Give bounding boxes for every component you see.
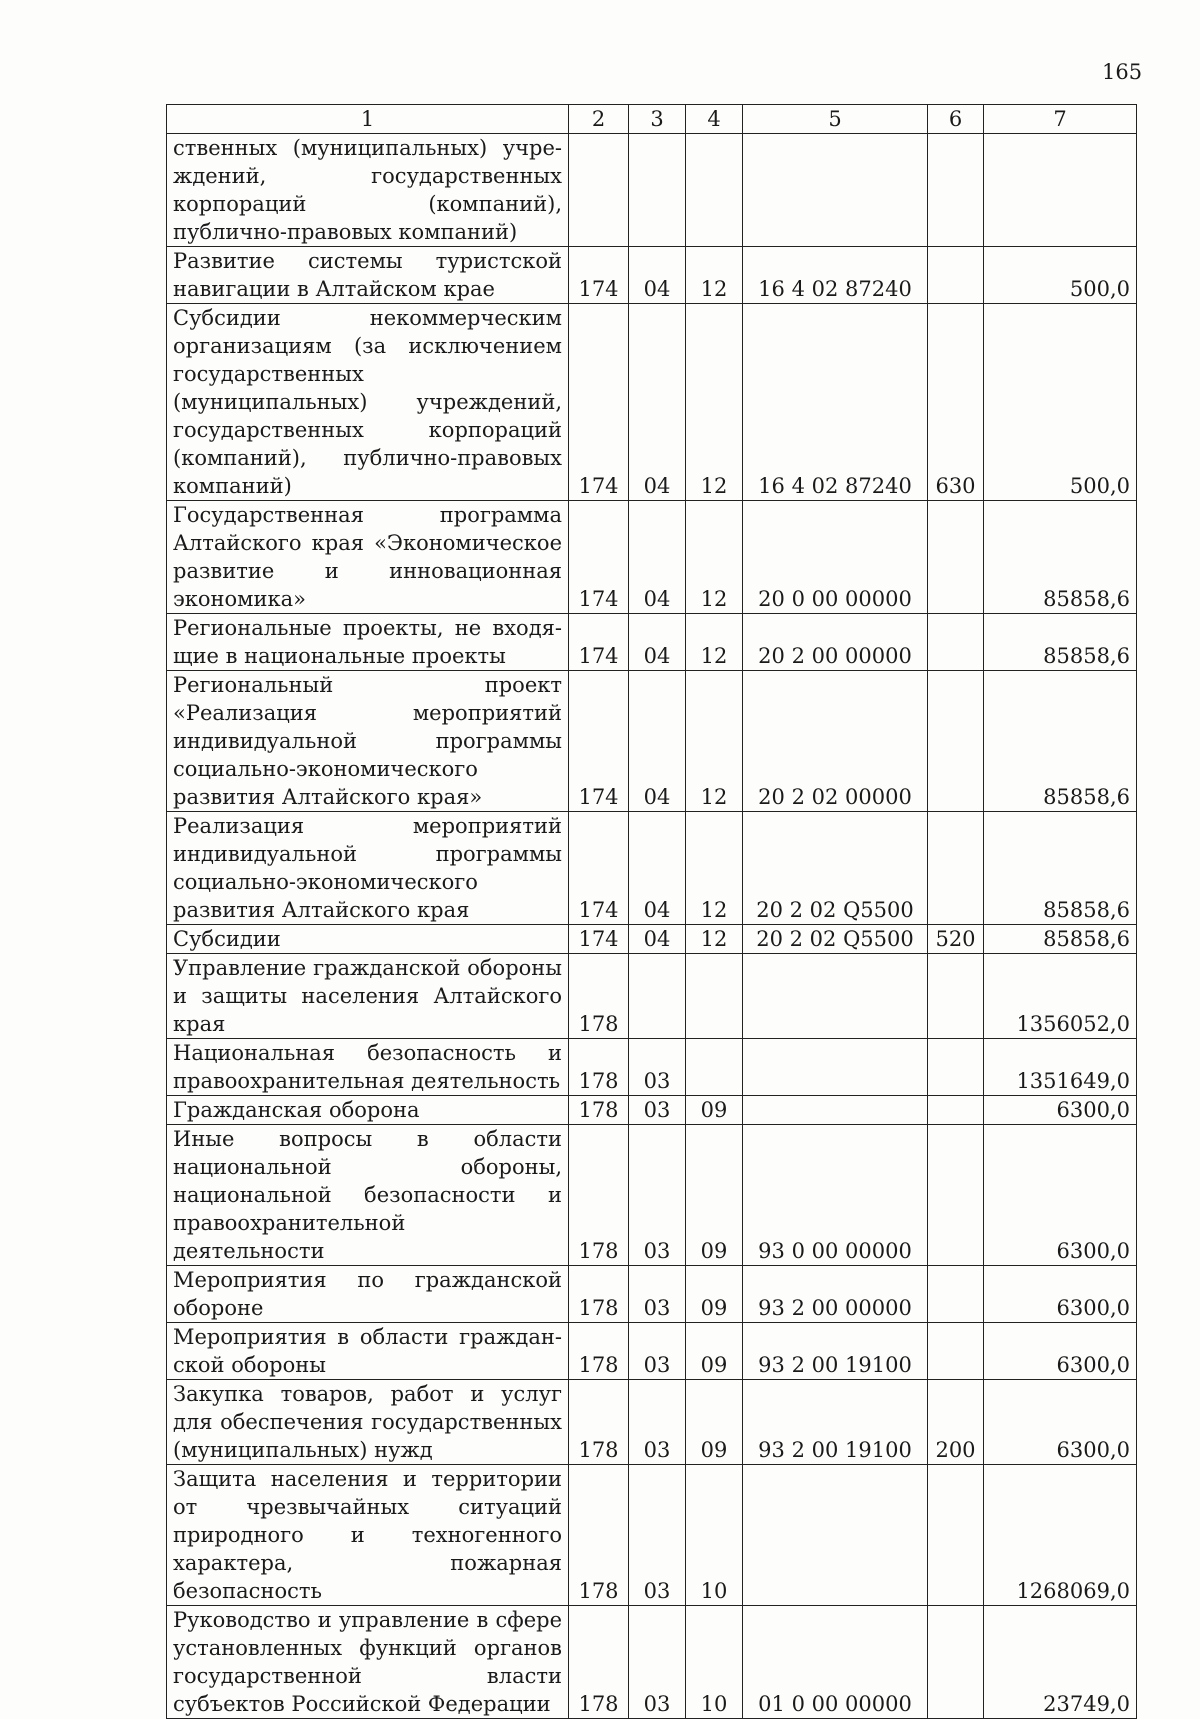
amount-cell: 500,0: [984, 247, 1137, 304]
expense-type-code-cell: 630: [928, 304, 984, 501]
expense-type-code-cell: [928, 1096, 984, 1125]
item-name-cell: Государственная программа Алтайского края «Экономическое развитие и инновационная экономика»: [167, 501, 569, 614]
amount-cell: 85858,6: [984, 501, 1137, 614]
item-name-cell: Защита населения и территории от чрезвычайных ситуаций природного и техногенного характера, пожарная безопасность: [167, 1465, 569, 1606]
expense-type-code-cell: [928, 134, 984, 247]
expense-type-code-cell: [928, 1266, 984, 1323]
amount-cell: [984, 134, 1137, 247]
target-article-code-cell: 20 2 02 Q5500: [743, 812, 928, 925]
table-row: [167, 247, 1137, 304]
table-row: [167, 501, 1137, 614]
subsection-code-cell: 09: [686, 1125, 743, 1266]
amount-cell: 6300,0: [984, 1125, 1137, 1266]
subsection-code-cell: 12: [686, 812, 743, 925]
section-code-cell: 04: [629, 304, 686, 501]
ministry-code-cell: [569, 134, 629, 247]
table-row: [167, 1125, 1137, 1266]
amount-cell: 6300,0: [984, 1266, 1137, 1323]
ministry-code-cell: 178: [569, 1465, 629, 1606]
amount-cell: 6300,0: [984, 1096, 1137, 1125]
table-row: [167, 812, 1137, 925]
subsection-code-cell: 10: [686, 1465, 743, 1606]
section-code-cell: 03: [629, 1266, 686, 1323]
item-name-cell: Региональный проект «Реализация мероприятий индивидуальной программы социально-экономического развития Алтайского края»: [167, 671, 569, 812]
ministry-code-cell: 174: [569, 247, 629, 304]
amount-cell: 23749,0: [984, 1606, 1137, 1719]
subsection-code-cell: 12: [686, 671, 743, 812]
section-code-cell: 03: [629, 1039, 686, 1096]
table-row: [167, 1465, 1137, 1606]
table-row: [167, 1380, 1137, 1465]
item-name-cell: Реализация мероприятий индивидуальной программы социально-экономического развития Алтайского края: [167, 812, 569, 925]
subsection-code-cell: [686, 954, 743, 1039]
section-code-cell: 03: [629, 1380, 686, 1465]
expense-type-code-cell: [928, 501, 984, 614]
section-code-cell: 03: [629, 1125, 686, 1266]
expense-type-code-cell: 200: [928, 1380, 984, 1465]
item-name-cell: Управление гражданской обороны и защиты населения Алтайского края: [167, 954, 569, 1039]
amount-cell: 1356052,0: [984, 954, 1137, 1039]
item-name-cell: ственных (муниципальных) учреждений, государственных корпораций (компаний), публично-правовых компаний): [167, 134, 569, 247]
table-row: [167, 1266, 1137, 1323]
item-name-cell: Региональные проекты, не входящие в национальные проекты: [167, 614, 569, 671]
target-article-code-cell: 93 2 00 00000: [743, 1266, 928, 1323]
expense-type-code-cell: [928, 954, 984, 1039]
target-article-code-cell: 93 2 00 19100: [743, 1380, 928, 1465]
expense-type-code-cell: [928, 1465, 984, 1606]
target-article-code-cell: 20 2 02 00000: [743, 671, 928, 812]
subsection-code-cell: [686, 1039, 743, 1096]
subsection-code-cell: 12: [686, 614, 743, 671]
target-article-code-cell: 01 0 00 00000: [743, 1606, 928, 1719]
section-code-cell: 04: [629, 925, 686, 954]
target-article-code-cell: 20 2 00 00000: [743, 614, 928, 671]
budget-table: [166, 104, 1137, 1719]
ministry-code-cell: 178: [569, 1380, 629, 1465]
item-name-cell: Мероприятия в области гражданской обороны: [167, 1323, 569, 1380]
item-name-cell: Руководство и управление в сфере установленных функций органов государственной власти субъектов Российской Федерации: [167, 1606, 569, 1719]
ministry-code-cell: 178: [569, 1606, 629, 1719]
item-name-cell: Субсидии некоммерческим организациям (за исключением государственных (муниципальных) учреждений, государственных корпораций (компаний), публично-правовых компаний): [167, 304, 569, 501]
header-cell: 1: [167, 105, 569, 134]
ministry-code-cell: 178: [569, 1125, 629, 1266]
target-article-code-cell: 93 2 00 19100: [743, 1323, 928, 1380]
table-row: [167, 134, 1137, 247]
target-article-code-cell: [743, 954, 928, 1039]
page-number: 165: [1102, 60, 1143, 84]
section-code-cell: 04: [629, 501, 686, 614]
target-article-code-cell: [743, 134, 928, 247]
header-cell: 4: [686, 105, 743, 134]
table-row: [167, 304, 1137, 501]
ministry-code-cell: 174: [569, 925, 629, 954]
section-code-cell: 04: [629, 614, 686, 671]
header-cell: 7: [984, 105, 1137, 134]
header-cell: 6: [928, 105, 984, 134]
section-code-cell: 04: [629, 671, 686, 812]
target-article-code-cell: 93 0 00 00000: [743, 1125, 928, 1266]
subsection-code-cell: 12: [686, 501, 743, 614]
target-article-code-cell: [743, 1096, 928, 1125]
amount-cell: 1268069,0: [984, 1465, 1137, 1606]
amount-cell: 1351649,0: [984, 1039, 1137, 1096]
header-row: [167, 105, 1137, 134]
ministry-code-cell: 178: [569, 1039, 629, 1096]
subsection-code-cell: 09: [686, 1266, 743, 1323]
table-row: [167, 614, 1137, 671]
ministry-code-cell: 178: [569, 954, 629, 1039]
ministry-code-cell: 174: [569, 812, 629, 925]
target-article-code-cell: [743, 1039, 928, 1096]
ministry-code-cell: 174: [569, 501, 629, 614]
subsection-code-cell: 10: [686, 1606, 743, 1719]
section-code-cell: 03: [629, 1606, 686, 1719]
expense-type-code-cell: [928, 1323, 984, 1380]
item-name-cell: Национальная безопасность и правоохранительная деятельность: [167, 1039, 569, 1096]
table-row: [167, 954, 1137, 1039]
amount-cell: 6300,0: [984, 1323, 1137, 1380]
subsection-code-cell: 09: [686, 1323, 743, 1380]
header-cell: 2: [569, 105, 629, 134]
table-row: [167, 1323, 1137, 1380]
ministry-code-cell: 174: [569, 671, 629, 812]
expense-type-code-cell: [928, 1125, 984, 1266]
item-name-cell: Мероприятия по гражданской обороне: [167, 1266, 569, 1323]
section-code-cell: 03: [629, 1465, 686, 1606]
ministry-code-cell: 178: [569, 1266, 629, 1323]
amount-cell: 85858,6: [984, 671, 1137, 812]
item-name-cell: Субсидии: [167, 925, 569, 954]
subsection-code-cell: 09: [686, 1096, 743, 1125]
section-code-cell: 04: [629, 812, 686, 925]
subsection-code-cell: [686, 134, 743, 247]
amount-cell: 85858,6: [984, 812, 1137, 925]
item-name-cell: Развитие системы туристской навигации в Алтайском крае: [167, 247, 569, 304]
header-cell: 3: [629, 105, 686, 134]
target-article-code-cell: 20 2 02 Q5500: [743, 925, 928, 954]
target-article-code-cell: [743, 1465, 928, 1606]
section-code-cell: 03: [629, 1096, 686, 1125]
expense-type-code-cell: [928, 1039, 984, 1096]
table-row: [167, 1096, 1137, 1125]
amount-cell: 6300,0: [984, 1380, 1137, 1465]
expense-type-code-cell: [928, 812, 984, 925]
expense-type-code-cell: [928, 614, 984, 671]
subsection-code-cell: 09: [686, 1380, 743, 1465]
target-article-code-cell: 20 0 00 00000: [743, 501, 928, 614]
table-row: [167, 1039, 1137, 1096]
item-name-cell: Иные вопросы в области национальной обороны, национальной безопасности и правоохранительной деятельности: [167, 1125, 569, 1266]
subsection-code-cell: 12: [686, 247, 743, 304]
table-row: [167, 925, 1137, 954]
item-name-cell: Закупка товаров, работ и услуг для обеспечения государственных (муниципальных) нужд: [167, 1380, 569, 1465]
ministry-code-cell: 174: [569, 304, 629, 501]
expense-type-code-cell: [928, 671, 984, 812]
subsection-code-cell: 12: [686, 925, 743, 954]
section-code-cell: [629, 954, 686, 1039]
target-article-code-cell: 16 4 02 87240: [743, 304, 928, 501]
table-row: [167, 671, 1137, 812]
ministry-code-cell: 178: [569, 1323, 629, 1380]
header-cell: 5: [743, 105, 928, 134]
expense-type-code-cell: 520: [928, 925, 984, 954]
target-article-code-cell: 16 4 02 87240: [743, 247, 928, 304]
expense-type-code-cell: [928, 1606, 984, 1719]
subsection-code-cell: 12: [686, 304, 743, 501]
amount-cell: 85858,6: [984, 925, 1137, 954]
ministry-code-cell: 174: [569, 614, 629, 671]
section-code-cell: [629, 134, 686, 247]
amount-cell: 500,0: [984, 304, 1137, 501]
item-name-cell: Гражданская оборона: [167, 1096, 569, 1125]
section-code-cell: 03: [629, 1323, 686, 1380]
amount-cell: 85858,6: [984, 614, 1137, 671]
section-code-cell: 04: [629, 247, 686, 304]
table-row: [167, 1606, 1137, 1719]
ministry-code-cell: 178: [569, 1096, 629, 1125]
expense-type-code-cell: [928, 247, 984, 304]
